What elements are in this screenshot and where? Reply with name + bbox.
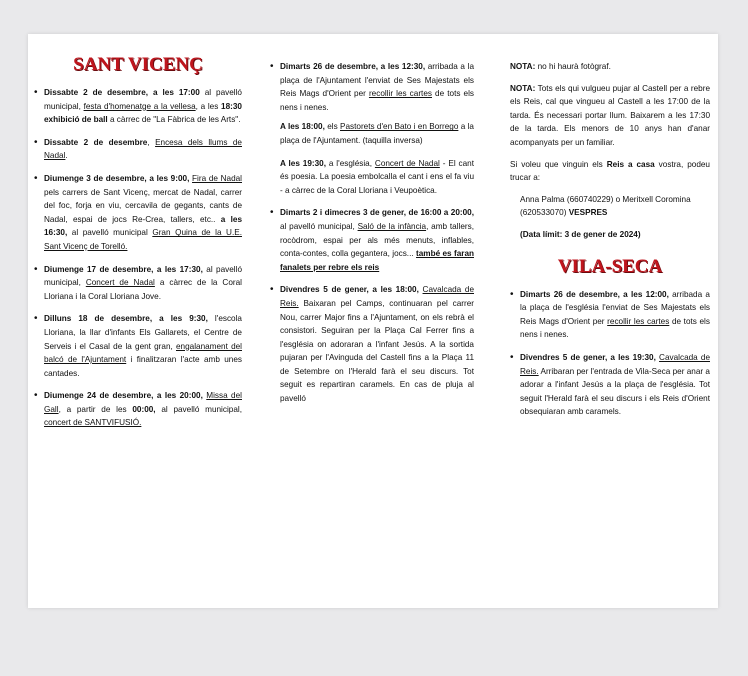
contact-info: Anna Palma (660740229) o Meritxell Coromina (620533070) VESPRES <box>520 194 691 218</box>
event-paragraph: A les 19:30, a l'església, Concert de Nadal - El cant és poesia. La poesia embolcalla el cant i ens el fa viu - a càrrec de la Coral Lloriana i Veupoètica. <box>280 158 475 195</box>
column-sant-vicenc <box>34 54 242 439</box>
note-home-visit: Si voleu que vinguin els Reis a casa vostra, podeu trucar a: <box>510 159 710 183</box>
event-item: • Dimarts 2 i dimecres 3 de gener, de 16:00 a 20:00, al pavelló municipal, Saló de la infància, amb tallers, rocòdrom, espai per als més menuts, inflables, conta-contes, colla gegantera, jocs... també es faran fanalets per rebre els reis <box>270 206 474 274</box>
event-item: • Divendres 5 de gener, a les 18:00, Cavalcada de Reis. Baixaran pel Camps, continuaran pel carrer Nou, carrer Major fins a l'Ajuntament, on els rebrà el consistori. Seguiran per la Plaça Cal Ferrer fins a l'església on adoraran a l'infant Jesús. A la sortida pujaran per l'Avinguda del Castell fins a la Plaça 11 de Setembre on l'Herald farà el seu discurs. Tot seguit es repartiran caramels. En cas de pluja al pavelló <box>270 283 474 405</box>
event-list-sant-vicenc <box>34 86 242 430</box>
event-list-continued-2 <box>270 206 474 405</box>
deadline: (Data límit: 3 de gener de 2024) <box>520 229 641 239</box>
section-title-vila-seca: VILA-SECA <box>557 255 663 277</box>
event-item: • Dissabte 2 de desembre, a les 17:00 al pavelló municipal, festa d'homenatge a la vellesa, a les 18:30 exhibició de ball a càrrec de "La Fàbrica de les Arts". <box>34 86 242 127</box>
event-item: • Dimarts 26 de desembre, a les 12:00, arribada a la plaça de l'església l'enviat de Ses Majestats els Reis Mags d'Orient per recollir les cartes de tots els nens i nenes. <box>510 288 710 342</box>
program-sheet <box>28 34 718 608</box>
event-item: • Dissabte 2 de desembre, Encesa dels llums de Nadal. <box>34 136 242 163</box>
event-item: • Diumenge 24 de desembre, a les 20:00, Missa del Gall, a partir de les 00:00, al pavelló municipal, concert de SANTVIFUSIÓ. <box>34 389 242 430</box>
section-title-sant-vicenc: SANT VICENÇ <box>73 54 203 75</box>
event-list-continued <box>270 60 474 114</box>
event-item: • Divendres 5 de gener, a les 19:30, Cavalcada de Reis. Arribaran per l'entrada de Vila-Seca per anar a adorar a l'infant Jesús a la plaça de l'església. Tot seguit l'Herald farà el seu discurs i els Reis d'Orient obsequiaran amb caramels. <box>510 351 710 419</box>
event-item: • Diumenge 3 de desembre, a les 9:00, Fira de Nadal pels carrers de Sant Vicenç, mercat de Nadal, carrer del foc, forja en viu, cercavila de gegants, cants de Nadal, espai de jocs Re-Crea, tallers, etc.. a les 16:30, al pavelló municipal Gran Quina de la U.E. Sant Vicenç de Torelló. <box>34 172 242 254</box>
note-castle: NOTA: Tots els qui vulgueu pujar al Castell per a rebre els Reis, cal que vingueu al Castell a les 17:00 de la tarda. És necessari portar llum. Baixarem a les 17:30 de la tarda. Els menors de 10 anys han d'anar acompanyats per un familiar. <box>510 83 710 147</box>
event-item: • Dilluns 18 de desembre, a les 9:30, l'escola Lloriana, la llar d'infants Els Gallarets, el Centre de Serveis i el Casal de la gent gran, engalanament del balcó de l'Ajuntament i finalitzaran l'acte amb unes cantades. <box>34 312 242 380</box>
event-paragraph: A les 18:00, els Pastorets d'en Bato i en Borrego a la plaça de l'Ajuntament. (taquilla inversa) <box>280 122 474 145</box>
column-sant-vicenc-continued <box>270 60 474 415</box>
note-photographer: NOTA: no hi haurà fotògraf. <box>510 62 611 71</box>
event-item: • Dimarts 26 de desembre, a les 12:30, arribada a la plaça de l'Ajuntament l'enviat de Ses Majestats els Reis Mags d'Orient per recollir les cartes de tots els nens i nenes. <box>270 60 474 114</box>
column-notes-vila-seca <box>510 60 710 428</box>
event-item: • Diumenge 17 de desembre, a les 17:30, al pavelló municipal, Concert de Nadal a càrrec de la Coral Lloriana i la Coral Lloriana Jove. <box>34 263 242 304</box>
event-list-vila-seca <box>510 288 710 419</box>
